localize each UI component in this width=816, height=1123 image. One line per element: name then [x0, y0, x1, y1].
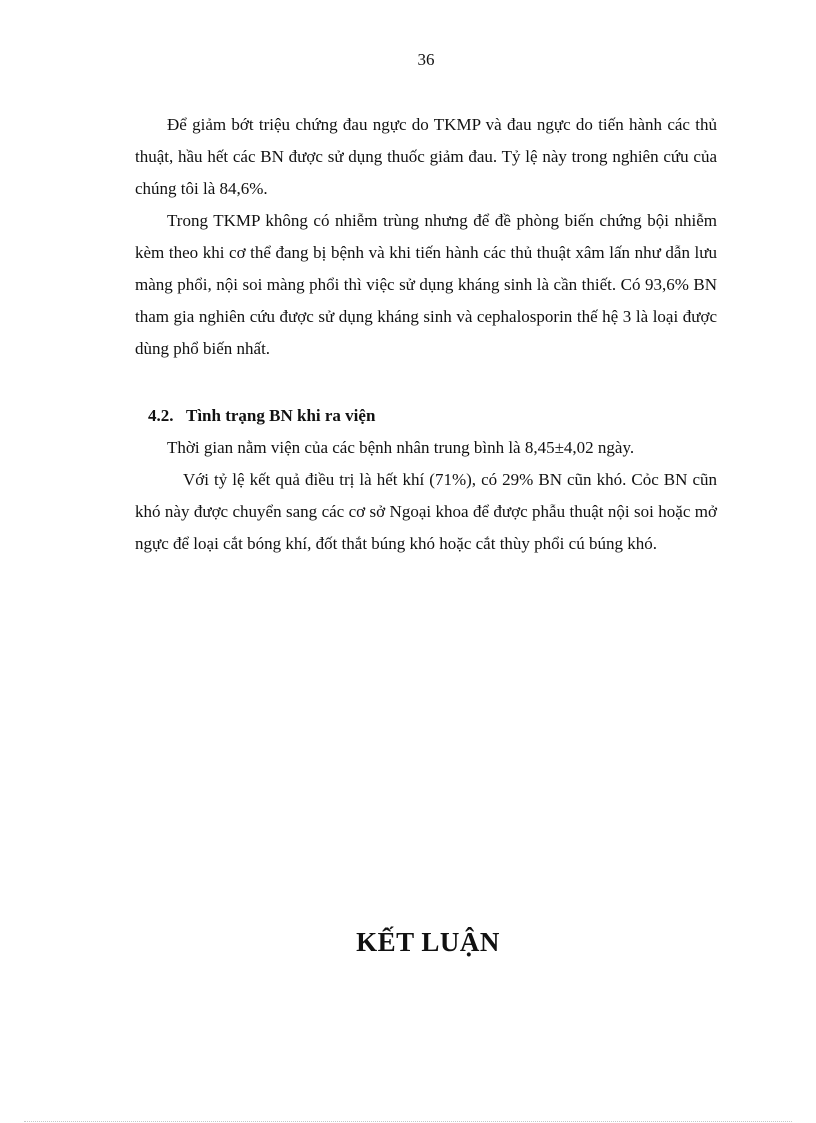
page-bottom-divider	[24, 1121, 792, 1122]
paragraph-text: Để giảm bớt triệu chứng đau ngực do TKMP và đau ngực do tiến hành các thủ thuật, hầu hết các BN được sử dụng thuốc giảm đau. Tỷ lệ này trong nghiên cứu của chúng tôi là 84,6%.	[135, 115, 717, 198]
paragraph-pain-relief	[135, 109, 717, 205]
paragraph-treatment-outcome: Với tỷ lệ kết quả điều trị là hết khí (71%), có 29% BN cũn khó. Cỏc BN cũn khó này được chuyển sang các cơ sở Ngoại khoa để được phẫu thuật nội soi hoặc mở ngực để loại cắt bóng khí, đốt thắt búng khó hoặc cắt thùy phổi cú búng khó.	[135, 470, 717, 553]
section-number: 4.2.	[148, 406, 174, 425]
paragraph-antibiotics	[135, 205, 717, 365]
conclusion-heading: KẾT LUẬN	[356, 927, 500, 957]
section-heading	[148, 400, 375, 432]
paragraph-hospital-stay: Thời gian nằm viện của các bệnh nhân trung bình là 8,45±4,02 ngày.	[167, 438, 635, 457]
section-title: Tình trạng BN khi ra viện	[186, 406, 376, 425]
section-body	[135, 432, 717, 560]
page-number: 36	[417, 50, 435, 69]
paragraph-text: Trong TKMP không có nhiễm trùng nhưng để đề phòng biến chứng bội nhiễm kèm theo khi cơ thể đang bị bệnh và khi tiến hành các thủ thuật xâm lấn như dẫn lưu màng phổi, nội soi màng phổi thì việc sử dụng kháng sinh là cần thiết. Có 93,6% BN tham gia nghiên cứu được sử dụng kháng sinh và cephalosporin thế hệ 3 là loại được dùng phổ biến nhất.	[135, 211, 717, 358]
